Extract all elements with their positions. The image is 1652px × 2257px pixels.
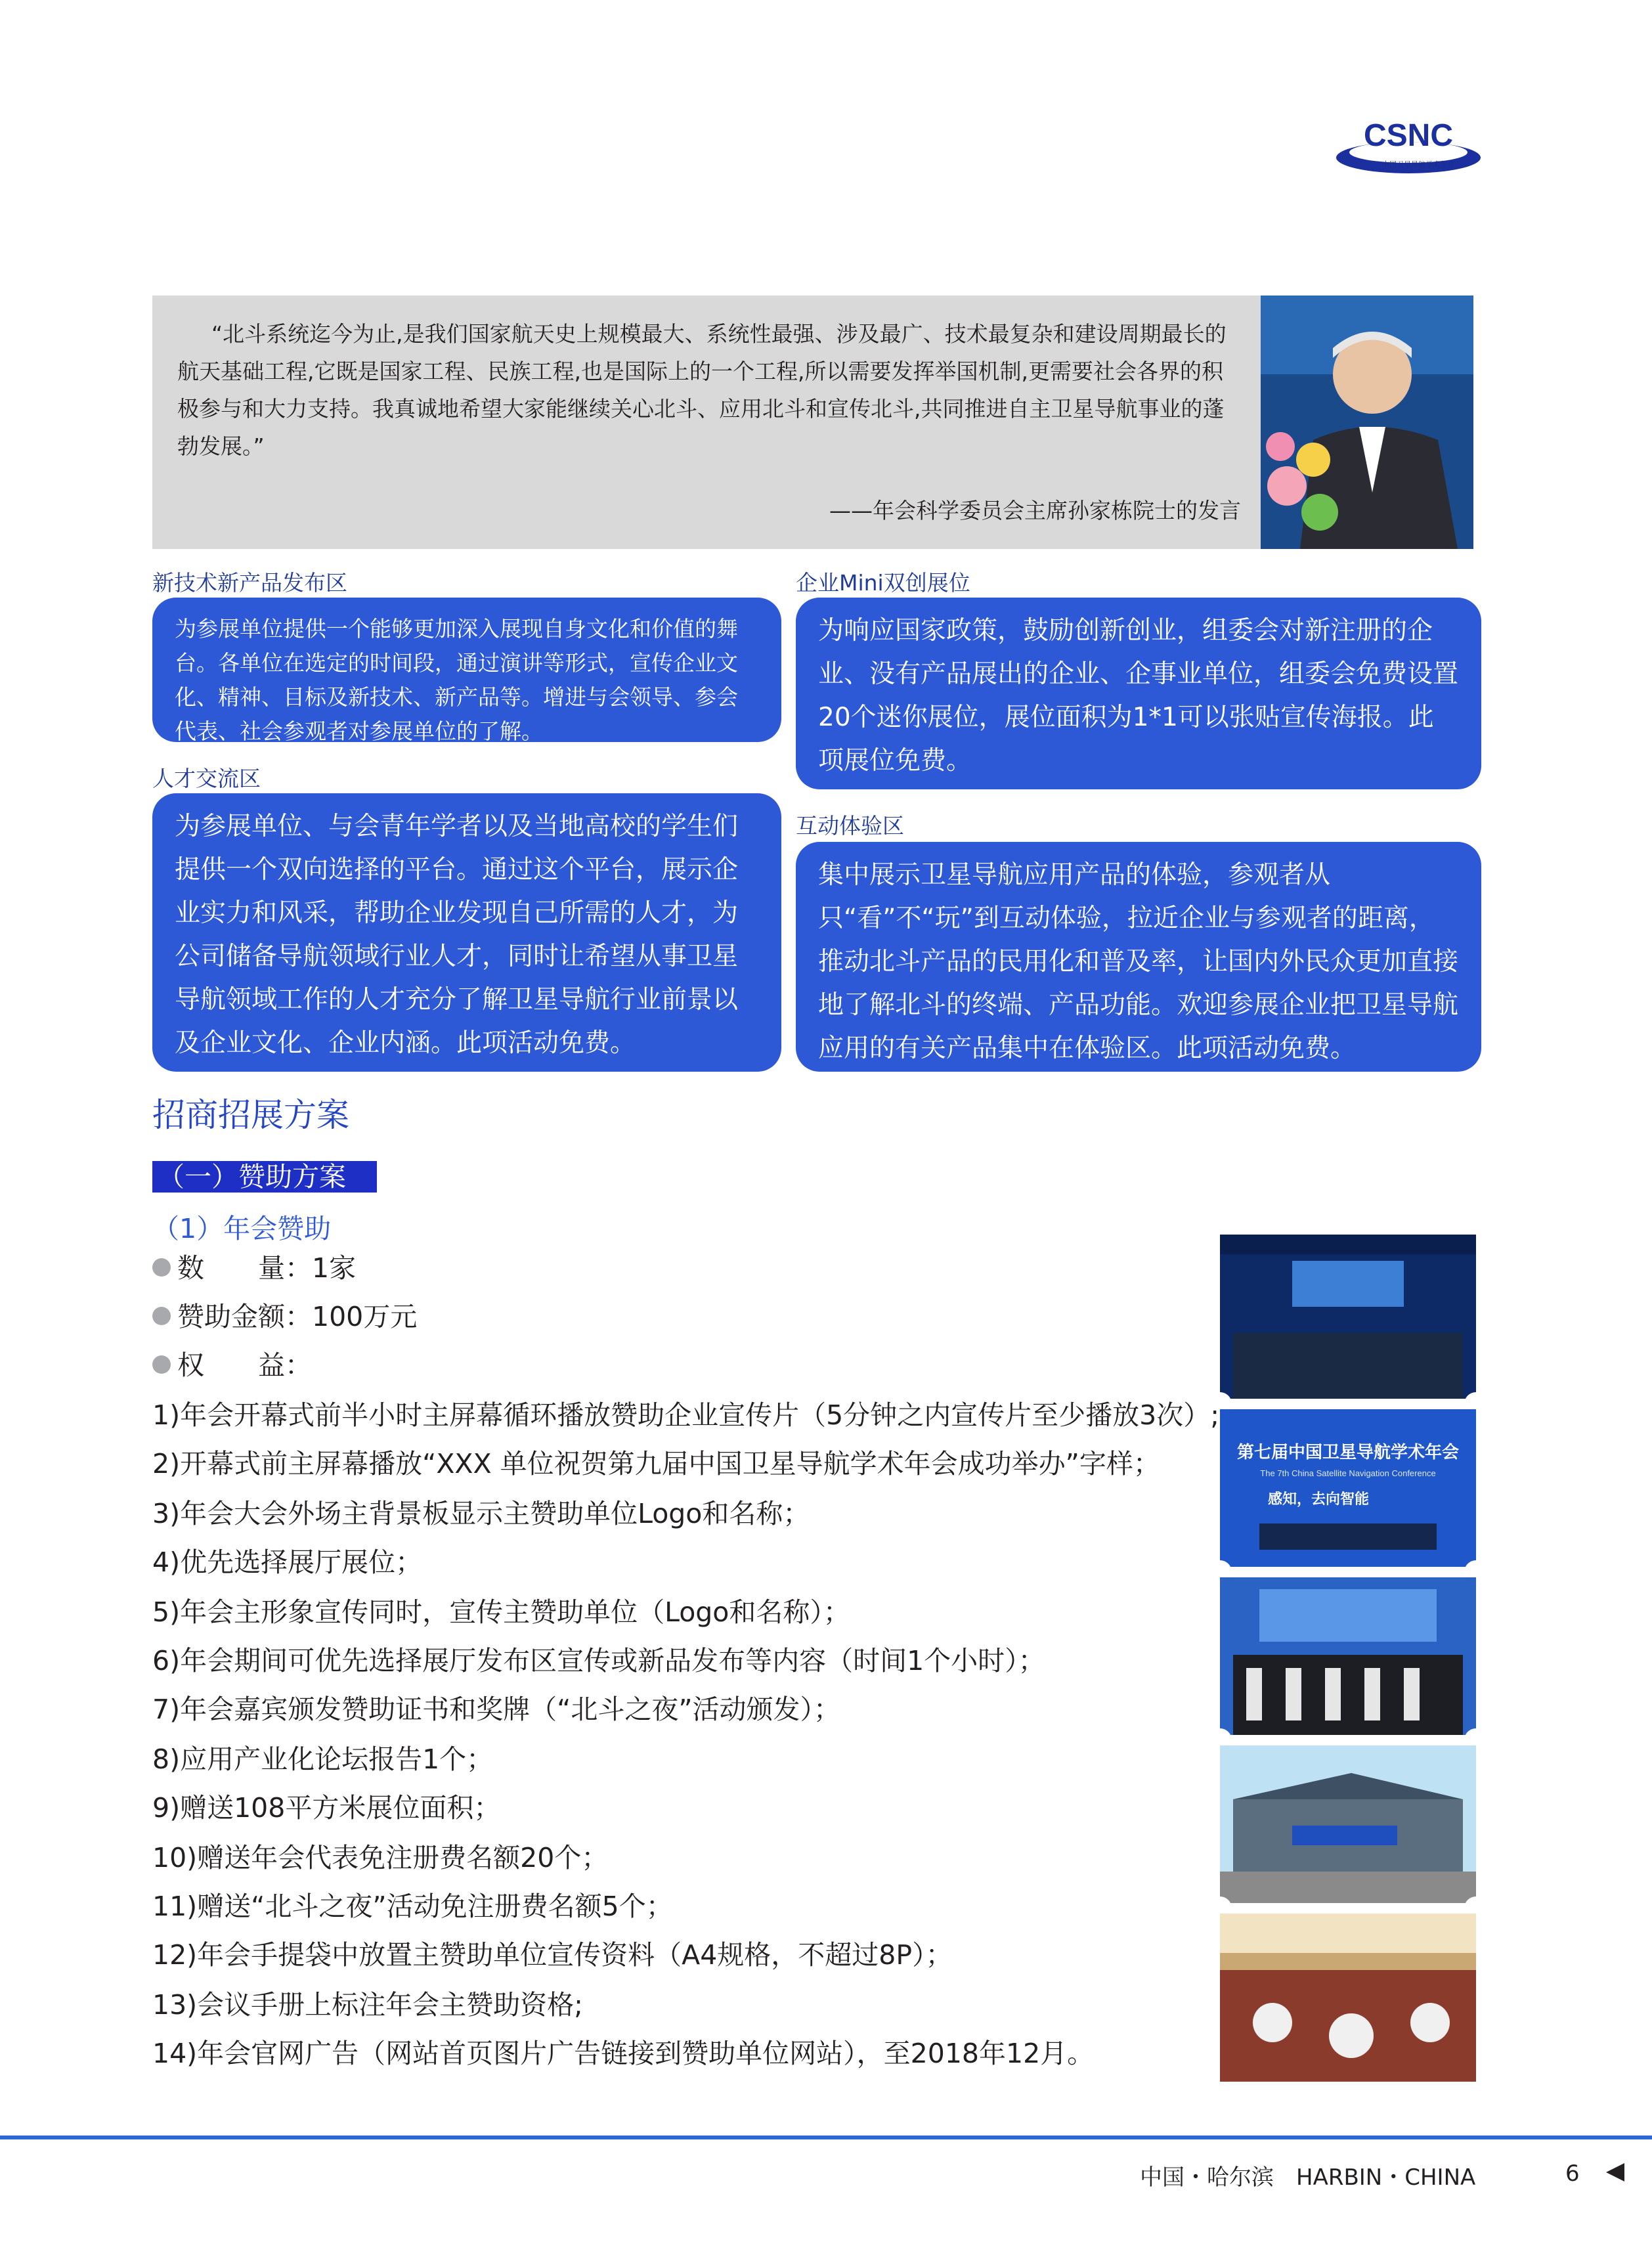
benefit-item: 9)赠送108平方米展位面积； (152, 1792, 501, 1824)
benefit-item: 2)开幕式前主屏幕播放“XXX 单位祝贺第九届中国卫星导航学术年会成功举办”字样； (152, 1448, 1160, 1479)
event-photo-strip (1220, 1235, 1476, 2082)
logo-text: CSNC (1363, 118, 1454, 153)
previous-page-icon[interactable] (1602, 2159, 1628, 2185)
new-tech-title: 新技术新产品发布区 (152, 570, 347, 596)
bullet-rights: 权 益： (152, 1344, 312, 1382)
mini-booth-card: 为响应国家政策，鼓励创新创业，组委会对新注册的企业、没有产品展出的企业、企事业单位，组委会免费设置20个迷你展位，展位面积为1*1可以张贴宣传海报。此项展位免费。 (796, 598, 1481, 789)
interactive-card: 集中展示卫星导航应用产品的体验，参观者从只“看”不“玩”到互动体验，拉近企业与参观者的距离，推动北斗产品的民用化和普及率，让国内外民众更加直接地了解北斗的终端、产品功能。欢迎参展企业把卫星导航应用的有关产品集中在体验区。此项活动免费。 (796, 842, 1481, 1072)
mini-booth-title: 企业Mini双创展位 (796, 570, 970, 596)
benefit-item: 14)年会官网广告（网站首页图片广告链接到赞助单位网站），至2018年12月。 (152, 2038, 1095, 2069)
quote-text: “北斗系统迄今为止,是我们国家航天史上规模最大、系统性最强、涉及最广、技术最复杂和建设周期最长的航天基础工程,它既是国家工程、民族工程,也是国际上的一个工程,所以需要发挥举国机制,更需要社会各界的积极参与和大力支持。我真诚地希望大家能继续关心北斗、应用北斗和宣传北斗,共同推进自主卫星导航事业的蓬勃发展。” (177, 321, 1227, 459)
logo-subtitle: 中国卫星导航学术年会 (1382, 160, 1454, 169)
talent-card: 为参展单位、与会青年学者以及当地高校的学生们提供一个双向选择的平台。通过这个平台，展示企业实力和风采，帮助企业发现自己所需的人才，为公司储备导航领域行业人才，同时让希望从事卫星导航领域工作的人才充分了解卫星导航行业前景以及企业文化、企业内涵。此项活动免费。 (152, 793, 781, 1072)
benefit-item: 1)年会开幕式前半小时主屏幕循环播放赞助企业宣传片（5分钟之内宣传片至少播放3次）; (152, 1399, 1220, 1431)
svg-text:第七届中国卫星导航学术年会: 第七届中国卫星导航学术年会 (1236, 1443, 1460, 1462)
award-ceremony-photo (1220, 1577, 1476, 1735)
benefit-item: 5)年会主形象宣传同时，宣传主赞助单位（Logo和名称）； (152, 1596, 850, 1628)
main-title: 招商招展方案 (152, 1096, 349, 1134)
benefit-item: 4)优先选择展厅展位； (152, 1546, 423, 1578)
bullet-dot (152, 1355, 171, 1374)
sponsor-plan-band: （一）赞助方案 (152, 1161, 377, 1193)
page-number: 6 (1565, 2160, 1580, 2187)
svg-text:The 7th China Satellite Naviga: The 7th China Satellite Navigation Conference (1260, 1468, 1436, 1478)
footer-location: 中国・哈尔滨 HARBIN・CHINA (1140, 2164, 1476, 2191)
footer-rule (0, 2136, 1652, 2139)
benefit-item: 6)年会期间可优先选择展厅发布区宣传或新品发布等内容（时间1个小时）； (152, 1645, 1045, 1676)
benefit-item: 12)年会手提袋中放置主赞助单位宣传资料（A4规格，不超过8P）； (152, 1939, 953, 1971)
interactive-title: 互动体验区 (796, 813, 904, 839)
benefit-item: 8)应用产业化论坛报告1个； (152, 1743, 494, 1775)
bullet-dot (152, 1307, 171, 1325)
quote-attribution: ——年会科学委员会主席孙家栋院士的发言 (829, 498, 1241, 523)
csnc-logo (1333, 112, 1484, 184)
new-tech-card: 为参展单位提供一个能够更加深入展现自身文化和价值的舞台。各单位在选定的时间段，通过演讲等形式，宣传企业文化、精神、目标及新技术、新产品等。增进与会领导、参会代表、社会参观者对参展单位的了解。 (152, 598, 781, 742)
benefit-item: 13)会议手册上标注年会主赞助资格; (152, 1989, 583, 2021)
svg-text:感知，去向智能: 感知，去向智能 (1267, 1491, 1370, 1508)
bullet-amount: 赞助金额：100万元 (152, 1295, 417, 1334)
benefit-item: 10)赠送年会代表免注册费名额20个； (152, 1842, 609, 1874)
conference-hall-photo (1220, 1235, 1476, 1399)
benefit-item: 11)赠送“北斗之夜”活动免注册费名额5个； (152, 1891, 673, 1922)
stage-banner-photo (1220, 1409, 1476, 1567)
speaker-photo (1261, 296, 1473, 549)
benefit-item: 3)年会大会外场主背景板显示主赞助单位Logo和名称； (152, 1498, 810, 1529)
talent-title: 人才交流区 (152, 766, 261, 791)
annual-sponsor-heading: （1）年会赞助 (152, 1213, 332, 1244)
venue-exterior-photo (1220, 1745, 1476, 1903)
benefit-item: 7)年会嘉宾颁发赞助证书和奖牌（“北斗之夜”活动颁发）； (152, 1694, 841, 1725)
banquet-hall-photo (1220, 1914, 1476, 2082)
bullet-dot (152, 1258, 171, 1277)
bullet-quantity: 数 量：1家 (152, 1246, 356, 1285)
